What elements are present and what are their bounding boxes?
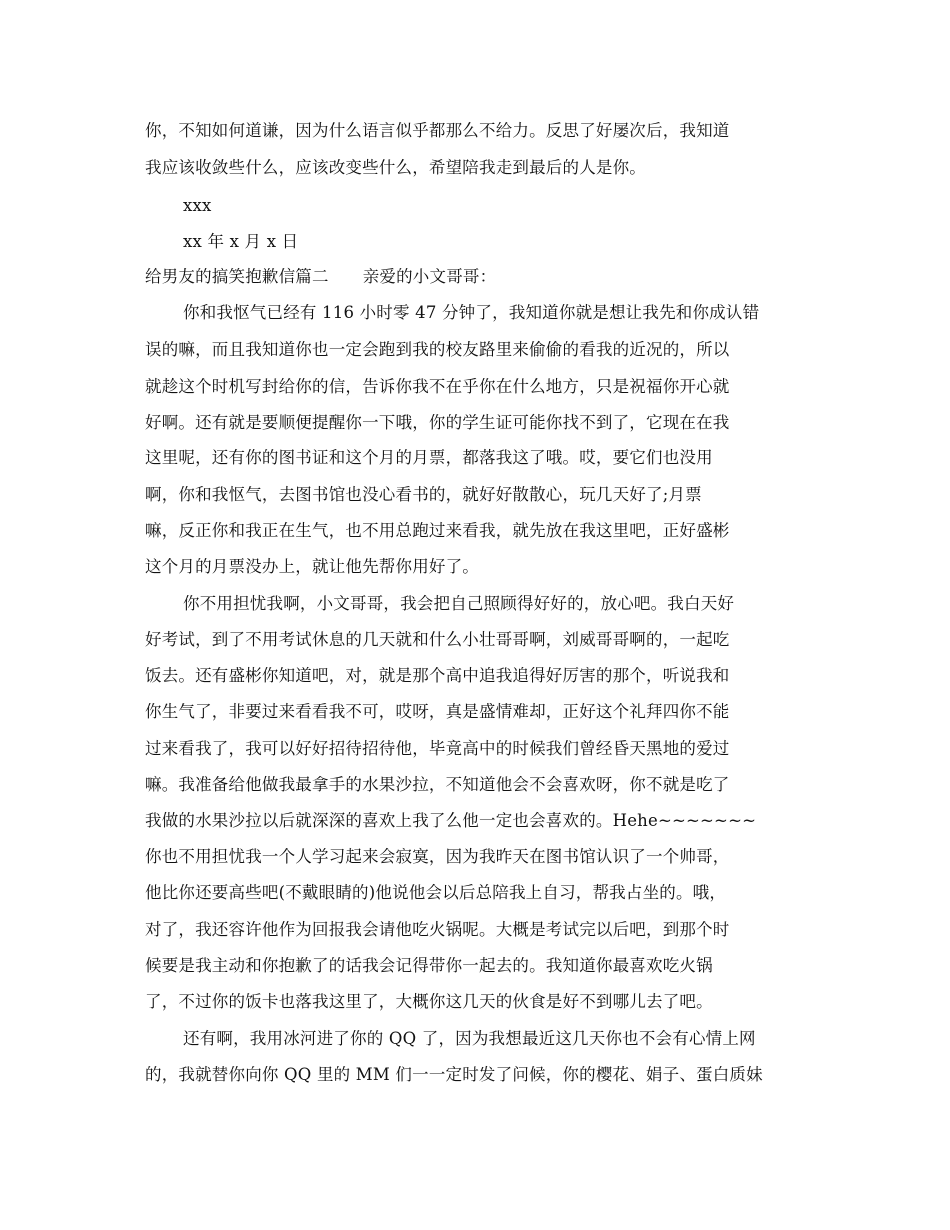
- text-line: 还有啊，我用冰河进了你的 QQ 了，因为我想最近这几天你也不会有心情上网: [183, 1029, 756, 1048]
- text-line: 你生气了，非要过来看看我不可，哎呀，真是盛情难却，正好这个礼拜四你不能: [145, 702, 730, 721]
- text-line: 你和我怄气已经有 116 小时零 47 分钟了，我知道你就是想让我先和你成认错: [183, 303, 760, 322]
- section-heading-line: [145, 267, 815, 287]
- text-line: 了，不过你的饭卡也落我这里了，大概你这几天的伙食是好不到哪儿去了吧。: [145, 992, 713, 1011]
- text-line: 你不用担忧我啊，小文哥哥，我会把自己照顾得好好的，放心吧。我白天好: [183, 594, 735, 613]
- text-line: 你，不知如何道谦，因为什么语言似乎都那么不给力。反思了好屡次后，我知道: [145, 121, 730, 140]
- text-line: 这里呢，还有你的图书证和这个月的月票，都落我这了哦。哎，要它们也没用: [145, 448, 713, 467]
- text-line: 对了，我还容许他作为回报我会请他吃火锅呢。大概是考试完以后吧，到那个时: [145, 920, 730, 939]
- text-line: 啊，你和我怄气，去图书馆也没心看书的，就好好散散心，玩几天好了;月票: [145, 485, 702, 504]
- text-line: 候要是我主动和你抱歉了的话我会记得带你一起去的。我知道你最喜欢吃火锅: [145, 956, 713, 975]
- text-line: 他比你还要高些吧(不戴眼睛的)他说他会以后总陪我上自习，帮我占坐的。哦，: [145, 883, 727, 902]
- text-line: 我应该收敛些什么，应该改变些什么，希望陪我走到最后的人是你。: [145, 158, 646, 177]
- text-line: 饭去。还有盛彬你知道吧，对，就是那个高中追我追得好厉害的那个，听说我和: [145, 666, 730, 685]
- text-line: 的，我就替你向你 QQ 里的 MM 们一一定时发了问候，你的樱花、娟子、蛋白质妹: [145, 1065, 763, 1084]
- text-line: 你也不用担忧我一个人学习起来会寂寞，因为我昨天在图书馆认识了一个帅哥，: [145, 847, 730, 866]
- text-line: 好啊。还有就是要顺便提醒你一下哦，你的学生证可能你找不到了，它现在在我: [145, 413, 730, 432]
- signature-date: xx 年 x 月 x 日: [183, 232, 299, 251]
- text-line: 嘛。我准备给他做我最拿手的水果沙拉，不知道他会不会喜欢呀，你不就是吃了: [145, 775, 730, 794]
- text-line: 就趁这个时机写封给你的信，告诉你我不在乎你在什么地方，只是祝福你开心就: [145, 377, 730, 396]
- text-line: 这个月的月票没办上，就让他先帮你用好了。: [145, 557, 479, 576]
- text-line: 误的嘛，而且我知道你也一定会跑到我的校友路里来偷偷的看我的近况的，所以: [145, 340, 730, 359]
- text-line: 过来看我了，我可以好好招待招待他，毕竟高中的时候我们曾经昏天黑地的爱过: [145, 739, 730, 758]
- text-line: 我做的水果沙拉以后就深深的喜欢上我了么他一定也会喜欢的。Hehe~~~~~~~: [145, 811, 757, 830]
- text-line: 好考试，到了不用考试休息的几天就和什么小壮哥哥啊，刘威哥哥啊的，一起吃: [145, 630, 730, 649]
- signature-name: xxx: [183, 196, 212, 215]
- section-title: 给男友的搞笑抱歉信篇二: [145, 267, 329, 286]
- salutation: 亲爱的小文哥哥：: [362, 267, 497, 286]
- text-line: 嘛，反正你和我正在生气，也不用总跑过来看我，就先放在我这里吧，正好盛彬: [145, 521, 730, 540]
